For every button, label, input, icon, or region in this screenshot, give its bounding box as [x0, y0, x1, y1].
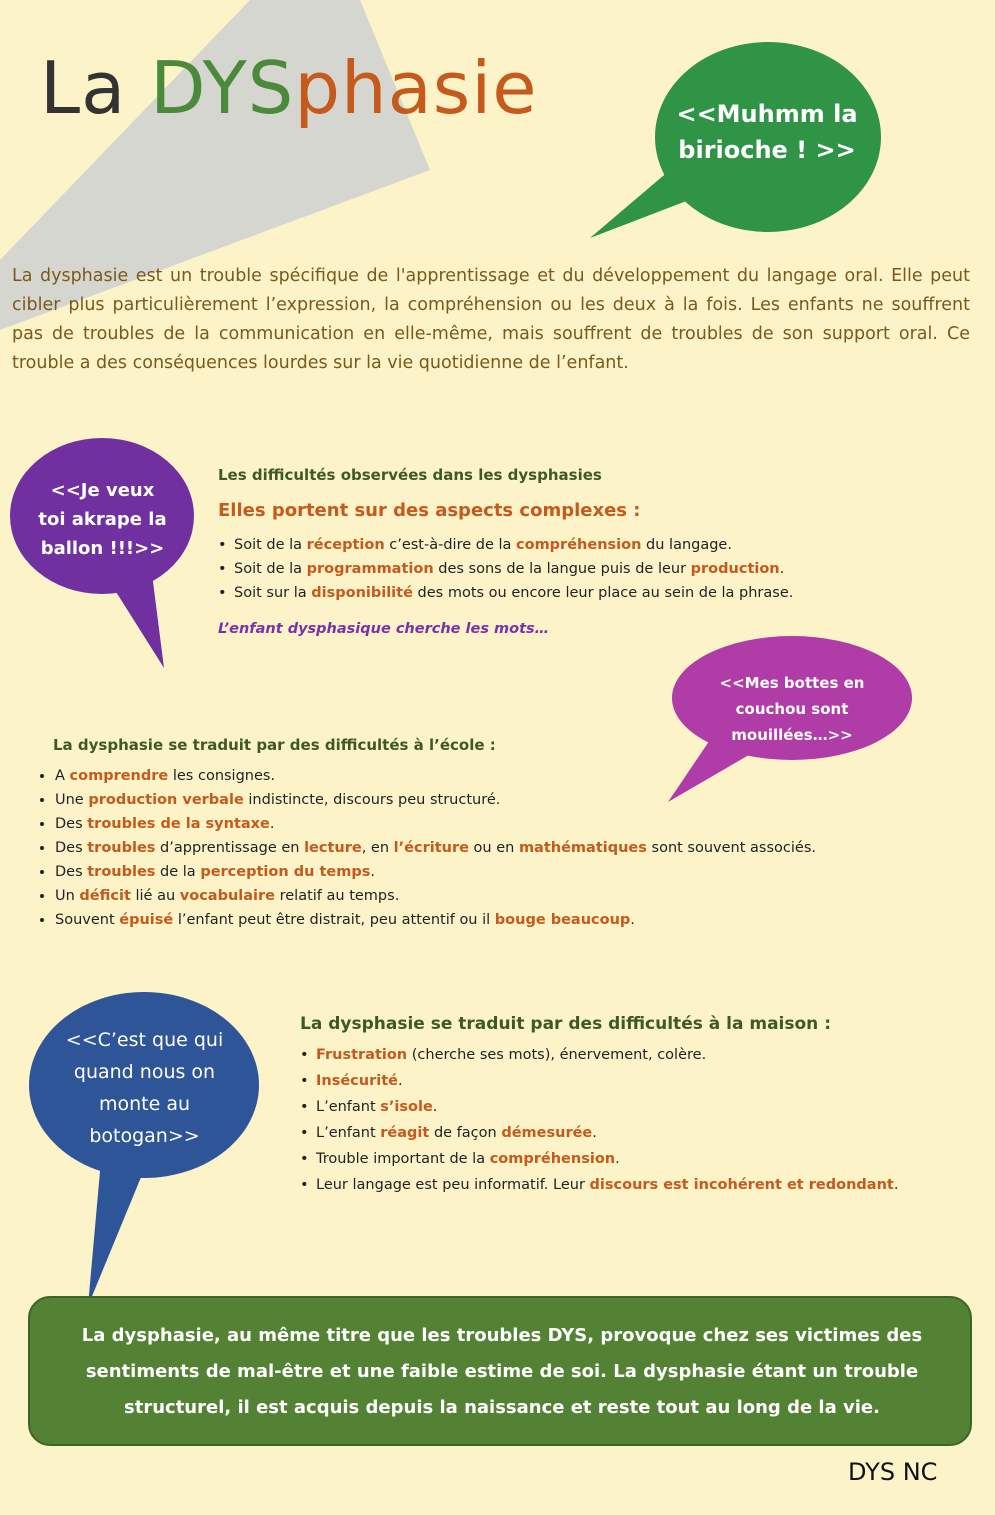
list-item — [218, 533, 818, 557]
keyword: Insécurité — [316, 1073, 398, 1089]
keyword: troubles de la syntaxe — [87, 816, 270, 832]
speech-bubble-blue-text — [52, 1024, 237, 1152]
text-segment: L’enfant — [316, 1099, 381, 1115]
text-segment: . — [398, 1073, 403, 1089]
bubble-line: botogan>> — [89, 1125, 200, 1147]
text-segment: . — [615, 1151, 620, 1167]
keyword: compréhension — [516, 537, 642, 553]
text-segment: A — [55, 768, 70, 784]
keyword: l’écriture — [393, 840, 469, 856]
keyword: lecture — [304, 840, 362, 856]
text-segment: L’enfant — [316, 1125, 381, 1141]
keyword: réception — [306, 537, 385, 553]
text-segment: . — [779, 561, 785, 577]
section3-list — [300, 1042, 960, 1198]
bubble-line: quand nous on — [73, 1061, 216, 1083]
section3-heading: La dysphasie se traduit par des difficultés à la maison : — [300, 1014, 831, 1034]
bubble-line: <<Muhmm la — [676, 100, 858, 128]
title-part-la: La — [40, 46, 151, 130]
bubble-line: mouillées…>> — [731, 726, 853, 744]
text-segment: . — [370, 864, 375, 880]
bubble-line: <<C’est que qui — [65, 1029, 224, 1051]
section2-list — [35, 764, 835, 932]
bullet-icon: • — [218, 537, 227, 553]
text-segment: Soit sur la — [234, 585, 312, 601]
text-segment: Des — [55, 840, 88, 856]
section1-heading: Les difficultés observées dans les dysphasies — [218, 466, 602, 484]
section1-subheading: Elles portent sur des aspects complexes : — [218, 500, 641, 521]
bubble-line: couchou sont — [735, 700, 849, 718]
list-item — [300, 1094, 960, 1120]
list-item — [300, 1068, 960, 1094]
list-item — [300, 1042, 960, 1068]
section-difficultes-ecole — [35, 736, 835, 932]
bubble-line: <<Je veux — [50, 480, 155, 501]
keyword: Frustration — [316, 1047, 408, 1063]
keyword: disponibilité — [311, 585, 413, 601]
keyword: épuisé — [119, 912, 174, 928]
list-item — [300, 1146, 960, 1172]
list-item — [55, 836, 835, 860]
bullet-icon: • — [300, 1047, 309, 1063]
bullet-icon: • — [300, 1151, 309, 1167]
signature: DYS NC — [848, 1458, 938, 1486]
keyword: bouge beaucoup — [494, 912, 631, 928]
text-segment: . — [630, 912, 635, 928]
list-item — [300, 1172, 960, 1198]
section2-heading: La dysphasie se traduit par des difficultés à l’école : — [53, 736, 496, 754]
keyword: perception du temps — [200, 864, 371, 880]
text-segment: (cherche ses mots), énervement, colère. — [407, 1047, 707, 1063]
speech-bubble-green-text — [672, 96, 862, 168]
text-segment: c’est-à-dire de la — [384, 537, 517, 553]
text-segment: ou en — [468, 840, 519, 856]
list-item — [55, 908, 835, 932]
keyword: comprendre — [69, 768, 169, 784]
bubble-line: birioche ! >> — [678, 136, 856, 164]
bullet-icon: • — [300, 1099, 309, 1115]
list-item — [55, 812, 835, 836]
bubble-line: toi akrape la — [38, 509, 167, 530]
section-difficultes-observees — [218, 466, 818, 637]
bullet-icon: • — [300, 1125, 309, 1141]
speech-bubble-purple-text — [20, 476, 185, 563]
bubble-line: ballon !!!>> — [40, 538, 165, 559]
list-item — [300, 1120, 960, 1146]
keyword: démesurée — [501, 1125, 593, 1141]
text-segment: lié au — [130, 888, 180, 904]
title-part-dys: DYS — [150, 46, 295, 130]
text-segment: des mots ou encore leur place au sein de la phrase. — [412, 585, 794, 601]
keyword: déficit — [79, 888, 131, 904]
text-segment: Souvent — [55, 912, 120, 928]
keyword: compréhension — [489, 1151, 616, 1167]
title-part-phasie: phasie — [294, 46, 538, 130]
text-segment: d’apprentissage en — [155, 840, 305, 856]
bullet-icon: • — [218, 585, 227, 601]
bullet-icon: • — [300, 1073, 309, 1089]
keyword: mathématiques — [518, 840, 647, 856]
conclusion-box — [28, 1296, 972, 1446]
section1-note: L’enfant dysphasique cherche les mots… — [218, 621, 550, 637]
bullet-icon: • — [218, 561, 227, 577]
keyword: troubles — [87, 840, 156, 856]
text-segment: , en — [361, 840, 394, 856]
text-segment: Soit de la — [234, 561, 307, 577]
text-segment: . — [269, 816, 275, 832]
list-item — [55, 860, 835, 884]
text-segment: Des — [55, 816, 88, 832]
keyword: production verbale — [88, 792, 244, 808]
keyword: programmation — [306, 561, 434, 577]
page-title — [40, 46, 538, 130]
intro-paragraph: La dysphasie est un trouble spécifique de l'apprentissage et du développement du langage oral. Elle peut cibler plus particulièrement l’expression, la compréhension ou les deux à la fois. Les enfants ne souffrent pas de troubles de la communication en elle-même, mais souffrent de troubles de son support oral. Ce trouble a des conséquences lourdes sur la vie quotidienne de l’enfant. — [12, 266, 970, 373]
text-segment: Des — [55, 864, 88, 880]
text-segment: . — [432, 1099, 438, 1115]
keyword: vocabulaire — [179, 888, 275, 904]
bubble-line: monte au — [98, 1093, 191, 1115]
text-segment: de façon — [429, 1125, 502, 1141]
keyword: discours est incohérent et redondant — [589, 1177, 894, 1193]
text-segment: Une — [55, 792, 89, 808]
keyword: troubles — [87, 864, 156, 880]
text-segment: Leur langage est peu informatif. Leur — [316, 1177, 590, 1193]
conclusion-text: La dysphasie, au même titre que les troubles DYS, provoque chez ses victimes des sentiments de mal-être et une faible estime de soi. La dysphasie étant un trouble structurel, il est acquis depuis la naissance et reste tout au long de la vie. — [81, 1325, 923, 1418]
list-item — [55, 884, 835, 908]
text-segment: Trouble important de la — [316, 1151, 490, 1167]
list-item — [55, 788, 835, 812]
keyword: s’isole — [380, 1099, 433, 1115]
text-segment: des sons de la langue puis de leur — [433, 561, 691, 577]
text-segment: du langage. — [641, 537, 732, 553]
text-segment: indistincte, discours peu structuré. — [243, 792, 501, 808]
text-segment: . — [893, 1177, 899, 1193]
text-segment: . — [592, 1125, 597, 1141]
text-segment: les consignes. — [168, 768, 276, 784]
text-segment: relatif au temps. — [275, 888, 400, 904]
bullet-icon: • — [300, 1177, 309, 1193]
text-segment: Un — [55, 888, 80, 904]
text-segment: de la — [155, 864, 201, 880]
list-item — [218, 581, 818, 605]
text-segment: Soit de la — [234, 537, 307, 553]
keyword: réagit — [380, 1125, 430, 1141]
section-difficultes-maison — [300, 1014, 960, 1198]
list-item — [218, 557, 818, 581]
bubble-line: <<Mes bottes en — [719, 674, 865, 692]
keyword: production — [690, 561, 780, 577]
text-segment: l’enfant peut être distrait, peu attentif ou il — [173, 912, 495, 928]
section1-list — [218, 533, 818, 605]
text-segment: sont souvent associés. — [646, 840, 816, 856]
list-item — [55, 764, 835, 788]
